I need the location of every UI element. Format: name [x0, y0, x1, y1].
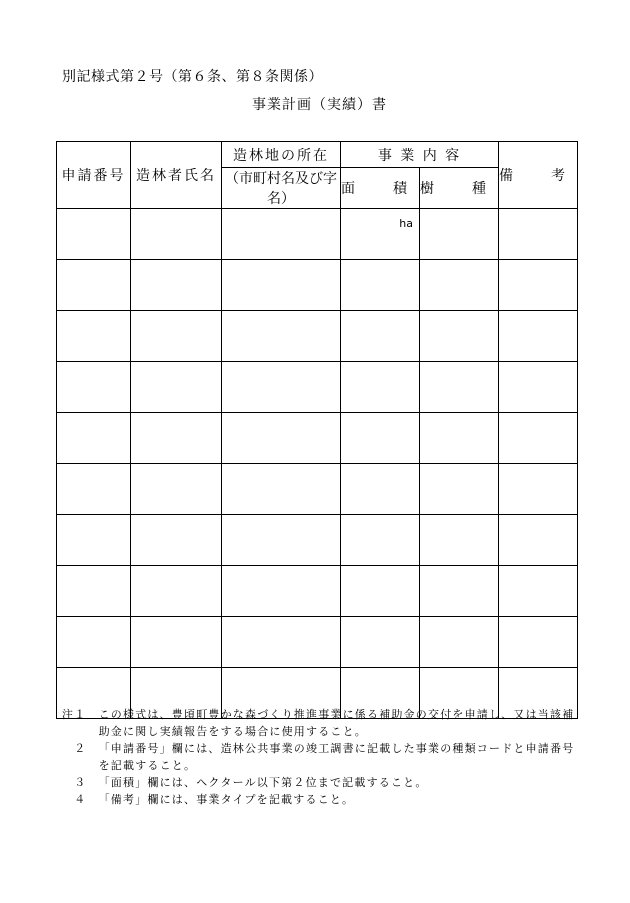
cell-location	[222, 464, 341, 515]
cell-remarks	[499, 311, 578, 362]
cell-location	[222, 566, 341, 617]
cell-application-number	[57, 617, 131, 668]
note-number: ３	[62, 776, 99, 789]
table-row	[57, 515, 578, 566]
table-row	[57, 413, 578, 464]
cell-tree-species	[420, 413, 499, 464]
cell-application-number	[57, 362, 131, 413]
cell-planter-name	[131, 617, 222, 668]
cell-area	[341, 617, 420, 668]
header-tree-species: 樹 種	[420, 168, 499, 209]
cell-planter-name	[131, 515, 222, 566]
cell-location	[222, 362, 341, 413]
cell-remarks	[499, 566, 578, 617]
cell-planter-name	[131, 209, 222, 260]
cell-remarks	[499, 209, 578, 260]
cell-planter-name	[131, 311, 222, 362]
header-location-sub: （市町村名及び字名）	[222, 168, 341, 209]
cell-application-number	[57, 311, 131, 362]
note-text: 「申請番号」欄には、造林公共事業の竣工調書に記載した事業の種類コードと申請番号を記載すること。	[98, 742, 575, 772]
cell-area	[341, 209, 420, 260]
form-number-label: 別記様式第２号（第６条、第８条関係）	[62, 69, 323, 85]
area-unit-label: ha	[399, 217, 413, 230]
table-row	[57, 566, 578, 617]
cell-area	[341, 413, 420, 464]
header-application-number: 申請番号	[57, 142, 131, 209]
cell-planter-name	[131, 566, 222, 617]
note-number: 注１	[62, 708, 99, 721]
cell-area	[341, 515, 420, 566]
cell-area	[341, 311, 420, 362]
cell-location	[222, 209, 341, 260]
cell-area	[341, 464, 420, 515]
table-row	[57, 362, 578, 413]
cell-area	[341, 362, 420, 413]
note-number: ４	[62, 793, 99, 806]
project-plan-table	[56, 141, 578, 719]
table-body	[57, 209, 578, 719]
cell-location	[222, 260, 341, 311]
header-location: 造林地の所在	[222, 142, 341, 168]
cell-remarks	[499, 362, 578, 413]
cell-location	[222, 413, 341, 464]
header-project-contents: 事 業 内 容	[341, 142, 499, 168]
cell-remarks	[499, 617, 578, 668]
cell-tree-species	[420, 464, 499, 515]
cell-planter-name	[131, 464, 222, 515]
cell-location	[222, 311, 341, 362]
note-number: ２	[62, 742, 99, 755]
cell-tree-species	[420, 209, 499, 260]
table-row	[57, 617, 578, 668]
cell-application-number	[57, 209, 131, 260]
table-row	[57, 311, 578, 362]
header-planter-name: 造林者氏名	[131, 142, 222, 209]
cell-planter-name	[131, 413, 222, 464]
note-text: この様式は、豊頃町豊かな森づくり推進事業に係る補助金の交付を申請し、又は当該補助金に関し実績報告をする場合に使用すること。	[98, 708, 575, 738]
cell-remarks	[499, 413, 578, 464]
header-area: 面 積	[341, 168, 420, 209]
cell-application-number	[57, 515, 131, 566]
cell-tree-species	[420, 311, 499, 362]
table-row	[57, 464, 578, 515]
note-item	[62, 740, 584, 774]
notes-section	[62, 706, 584, 808]
note-item	[62, 774, 584, 791]
cell-application-number	[57, 464, 131, 515]
cell-remarks	[499, 515, 578, 566]
cell-tree-species	[420, 515, 499, 566]
header-remarks: 備 考	[499, 142, 578, 209]
cell-location	[222, 515, 341, 566]
note-item	[62, 706, 584, 740]
cell-remarks	[499, 260, 578, 311]
cell-tree-species	[420, 260, 499, 311]
document-title: 事業計画（実績）書	[252, 97, 387, 113]
table-row	[57, 260, 578, 311]
cell-planter-name	[131, 362, 222, 413]
table-row	[57, 209, 578, 260]
cell-application-number	[57, 413, 131, 464]
note-text: 「備考」欄には、事業タイプを記載すること。	[98, 793, 355, 806]
note-text: 「面積」欄には、ヘクタール以下第２位まで記載すること。	[98, 776, 428, 789]
cell-remarks	[499, 464, 578, 515]
cell-tree-species	[420, 566, 499, 617]
cell-application-number	[57, 260, 131, 311]
cell-area	[341, 260, 420, 311]
cell-location	[222, 617, 341, 668]
cell-tree-species	[420, 617, 499, 668]
cell-planter-name	[131, 260, 222, 311]
cell-area	[341, 566, 420, 617]
cell-application-number	[57, 566, 131, 617]
note-item	[62, 791, 584, 808]
cell-tree-species	[420, 362, 499, 413]
